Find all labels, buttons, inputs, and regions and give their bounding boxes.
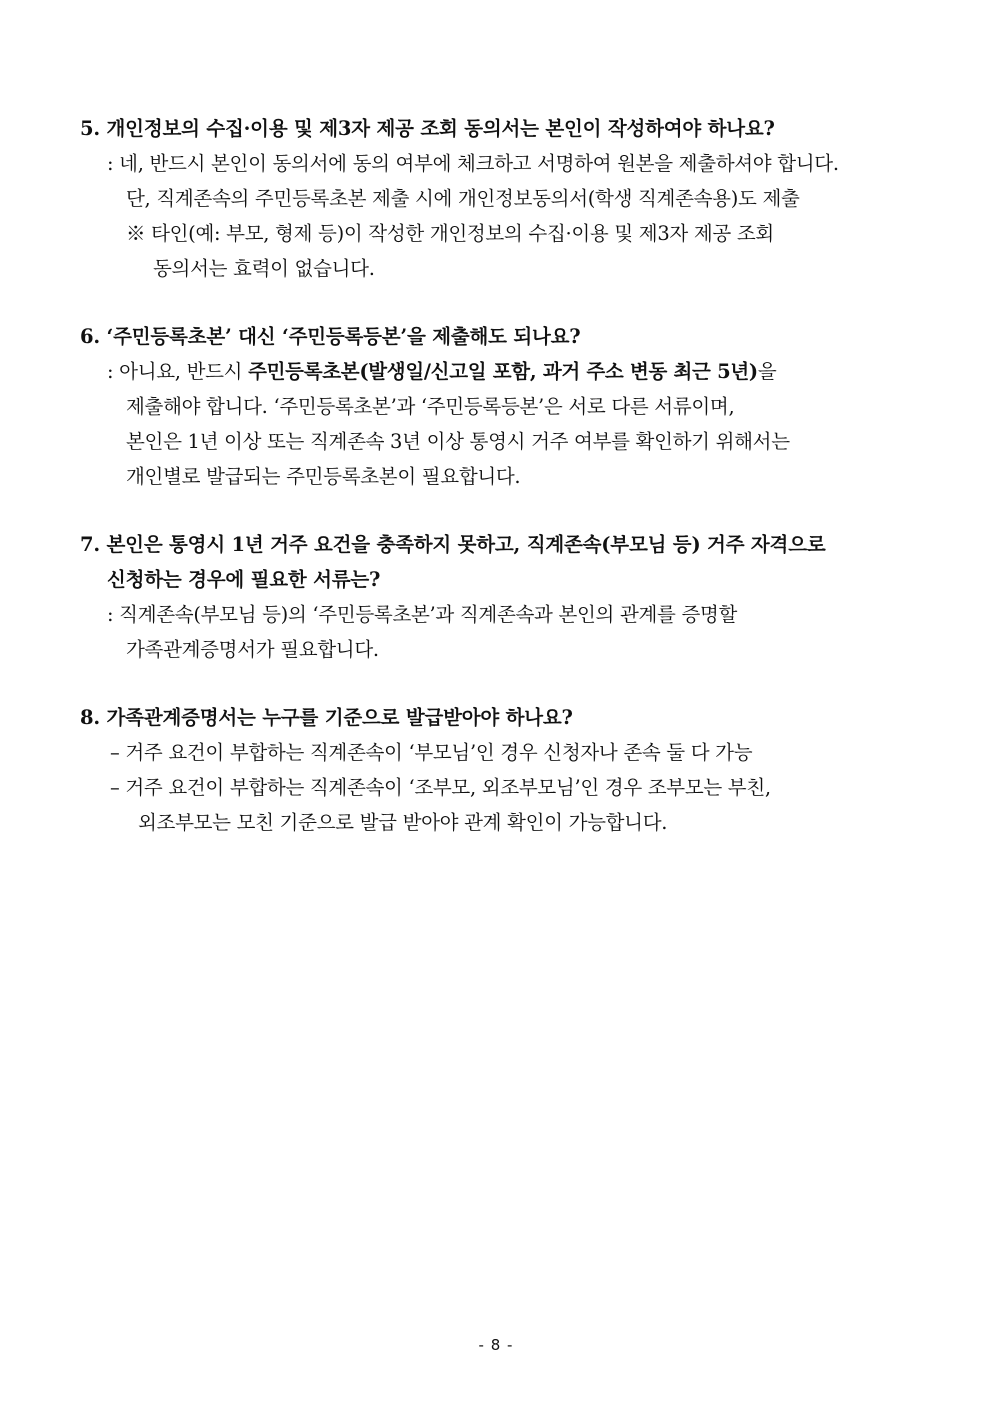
- answer-6-line-1: [107, 359, 776, 384]
- answer-8-bullet-2-cont: 외조부모는 모친 기준으로 발급 받아야 관계 확인이 가능합니다.: [138, 811, 668, 834]
- answer-6-emphasis: 주민등록초본(발생일/신고일 포함, 과거 주소 변동 최근 5년): [248, 360, 758, 383]
- answer-8-bullet-2: – 거주 요건이 부합하는 직계존속이 ‘조부모, 외조부모님’인 경우 조부모는 부친,: [110, 776, 771, 799]
- question-7-title-line-1: 7. 본인은 통영시 1년 거주 요건을 충족하지 못하고, 직계존속(부모님 등) 거주 자격으로: [80, 533, 826, 556]
- answer-6-line-1-suffix: 을: [757, 360, 777, 383]
- answer-5-line-1: : 네, 반드시 본인이 동의서에 동의 여부에 체크하고 서명하여 원본을 제출하셔야 합니다.: [107, 152, 839, 175]
- answer-6-line-3: 본인은 1년 이상 또는 직계존속 3년 이상 통영시 거주 여부를 확인하기 위해서는: [126, 430, 790, 453]
- answer-5-note-line-1: ※ 타인(예: 부모, 형제 등)이 작성한 개인정보의 수집·이용 및 제3자 제공 조회: [126, 222, 774, 245]
- answer-8-bullet-1: – 거주 요건이 부합하는 직계존속이 ‘부모님’인 경우 신청자나 존속 둘 다 가능: [110, 741, 753, 764]
- answer-6-line-4: 개인별로 발급되는 주민등록초본이 필요합니다.: [126, 465, 521, 488]
- answer-6-line-1-prefix: : 아니요, 반드시: [107, 360, 249, 383]
- answer-7-line-2: 가족관계증명서가 필요합니다.: [126, 638, 379, 661]
- question-7-title-line-2: 신청하는 경우에 필요한 서류는?: [107, 568, 381, 591]
- question-6-title: 6. ‘주민등록초본’ 대신 ‘주민등록등본’을 제출해도 되나요?: [80, 325, 581, 348]
- answer-5-note-line-2: 동의서는 효력이 없습니다.: [153, 257, 375, 280]
- answer-5-line-2: 단, 직계존속의 주민등록초본 제출 시에 개인정보동의서(학생 직계존속용)도 제출: [126, 187, 800, 210]
- question-5-title: 5. 개인정보의 수집·이용 및 제3자 제공 조회 동의서는 본인이 작성하여야 하나요?: [80, 117, 775, 140]
- page-number: - 8 -: [478, 1336, 514, 1354]
- answer-6-line-2: 제출해야 합니다. ‘주민등록초본’과 ‘주민등록등본’은 서로 다른 서류이며,: [126, 395, 735, 418]
- answer-7-line-1: : 직계존속(부모님 등)의 ‘주민등록초본’과 직계존속과 본인의 관계를 증명할: [107, 603, 738, 626]
- question-8-title: 8. 가족관계증명서는 누구를 기준으로 발급받아야 하나요?: [80, 706, 573, 729]
